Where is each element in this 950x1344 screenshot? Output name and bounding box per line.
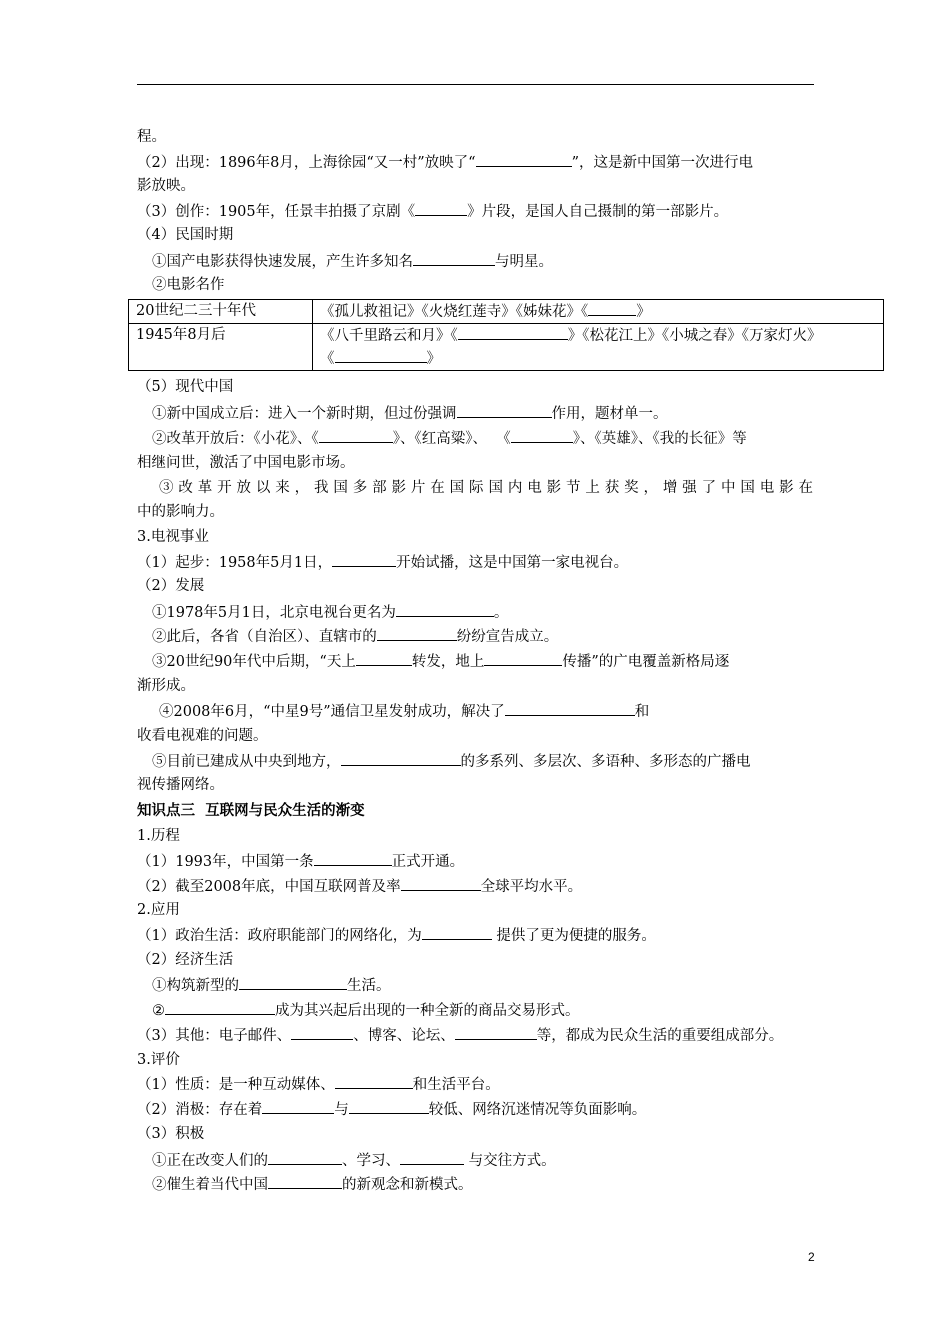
text-line: ①新中国成立后：进入一个新时期，但过份强调 作用，题材单一。 xyxy=(152,402,832,425)
text-line: （3）其他：电子邮件、 、博客、论坛、 等，都成为民众生活的重要组成部分。 xyxy=(137,1024,817,1047)
table-cell: 《孤儿救祖记》《火烧红莲寺》《姊妹花》《 》 xyxy=(313,300,884,324)
answer-blank[interactable] xyxy=(505,700,635,716)
answer-blank[interactable] xyxy=(262,1098,334,1114)
text-line: （2）发展 xyxy=(137,578,205,594)
section-heading: （5）现代中国 xyxy=(137,379,234,395)
answer-blank[interactable] xyxy=(588,300,636,316)
text-line: 中的影响力。 xyxy=(137,504,224,520)
text-line: ③20世纪90年代中后期，“天上 转发，地上 传播”的广电覆盖新格局逐 xyxy=(152,650,832,673)
section-heading: 3.评价 xyxy=(137,1052,180,1068)
answer-blank[interactable] xyxy=(319,427,393,443)
answer-blank[interactable] xyxy=(239,974,347,990)
answer-blank[interactable] xyxy=(341,750,461,766)
answer-blank[interactable] xyxy=(314,850,392,866)
text-line: ④2008年6月，“中星9号”通信卫星发射成功，解决了 和 xyxy=(159,700,839,723)
text-line: （1）政治生活：政府职能部门的网络化，为 提供了更为便捷的服务。 xyxy=(137,924,817,947)
text-line: ①国产电影获得快速发展，产生许多知名 与明星。 xyxy=(152,250,832,273)
section-heading: （4）民国时期 xyxy=(137,227,234,243)
header-rule xyxy=(137,84,814,85)
answer-blank[interactable] xyxy=(165,999,275,1015)
answer-blank[interactable] xyxy=(476,151,572,167)
table-row xyxy=(129,324,884,371)
text-line: ①1978年5月1日，北京电视台更名为 。 xyxy=(152,601,832,624)
text-line: 视传播网络。 xyxy=(137,777,224,793)
answer-blank[interactable] xyxy=(332,551,396,567)
answer-blank[interactable] xyxy=(400,1149,464,1165)
answer-blank[interactable] xyxy=(458,324,568,340)
text-line: 收看电视难的问题。 xyxy=(137,728,268,744)
text-line: 渐形成。 xyxy=(137,678,195,694)
answer-blank[interactable] xyxy=(401,875,481,891)
text-line: ③改革开放以来，我国多部影片在国际国内电影节上获奖，增强了中国电影在 xyxy=(159,480,813,496)
text-line: （2）出现：1896年8月，上海徐园“又一村”放映了“ ”，这是新中国第一次进行电 xyxy=(137,151,817,174)
text-line: （1）起步：1958年5月1日， 开始试播，这是中国第一家电视台。 xyxy=(137,551,817,574)
text-line: ①正在改变人们的 、学习、 与交往方式。 xyxy=(152,1149,832,1172)
answer-blank[interactable] xyxy=(422,924,492,940)
answer-blank[interactable] xyxy=(268,1149,342,1165)
table-cell: 20世纪二三十年代 xyxy=(129,300,313,324)
text-line: ②催生着当代中国 的新观念和新模式。 xyxy=(152,1173,832,1196)
text-line: 影放映。 xyxy=(137,178,195,194)
text-line: （2）截至2008年底，中国互联网普及率 全球平均水平。 xyxy=(137,875,817,898)
text-line: ②改革开放后：《小花》、《 》、《红高粱》、 《 》、《英雄》、《我的长征》等 xyxy=(152,427,832,450)
answer-blank[interactable] xyxy=(335,347,427,363)
section-heading: 2.应用 xyxy=(137,902,180,918)
text-line: ② 成为其兴起后出现的一种全新的商品交易形式。 xyxy=(152,999,832,1022)
text-line: ⑤目前已建成从中央到地方， 的多系列、多层次、多语种、多形态的广播电 xyxy=(152,750,832,773)
text-line: （2）消极：存在着 与 较低、网络沉迷情况等负面影响。 xyxy=(137,1098,817,1121)
answer-blank[interactable] xyxy=(484,650,562,666)
text-line: 程。 xyxy=(137,129,166,145)
answer-blank[interactable] xyxy=(396,601,494,617)
answer-blank[interactable] xyxy=(455,1024,537,1040)
text-line: （3）创作：1905年，任景丰拍摄了京剧《 》片段，是国人自己摄制的第一部影片。 xyxy=(137,200,817,223)
text-line: ①构筑新型的 生活。 xyxy=(152,974,832,997)
answer-blank[interactable] xyxy=(415,200,467,216)
text-line: ②电影名作 xyxy=(152,277,225,293)
text-line: （3）积极 xyxy=(137,1126,205,1142)
text-line: （1）1993年，中国第一条 正式开通。 xyxy=(137,850,817,873)
page-number: 2 xyxy=(808,1250,815,1264)
text-line: （2）经济生活 xyxy=(137,952,234,968)
knowledge-point-heading: 知识点三 互联网与民众生活的渐变 xyxy=(137,803,365,819)
answer-blank[interactable] xyxy=(335,1073,413,1089)
text-line: ②此后，各省（自治区）、直辖市的 纷纷宣告成立。 xyxy=(152,625,832,648)
answer-blank[interactable] xyxy=(511,427,573,443)
answer-blank[interactable] xyxy=(268,1173,342,1189)
section-heading: 3.电视事业 xyxy=(137,529,209,545)
text-line: （1）性质：是一种互动媒体、 和生活平台。 xyxy=(137,1073,817,1096)
answer-blank[interactable] xyxy=(377,625,457,641)
table-cell: 1945年8月后 xyxy=(129,324,313,371)
answer-blank[interactable] xyxy=(349,1098,429,1114)
answer-blank[interactable] xyxy=(291,1024,353,1040)
answer-blank[interactable] xyxy=(356,650,412,666)
table-row xyxy=(129,300,884,324)
film-table xyxy=(128,299,884,371)
answer-blank[interactable] xyxy=(413,250,495,266)
answer-blank[interactable] xyxy=(457,402,552,418)
text-line: 相继问世，激活了中国电影市场。 xyxy=(137,455,355,471)
table-cell: 《八千里路云和月》《 》《松花江上》《小城之春》《万家灯火》 《 》 xyxy=(313,324,884,371)
section-heading: 1.历程 xyxy=(137,828,180,844)
